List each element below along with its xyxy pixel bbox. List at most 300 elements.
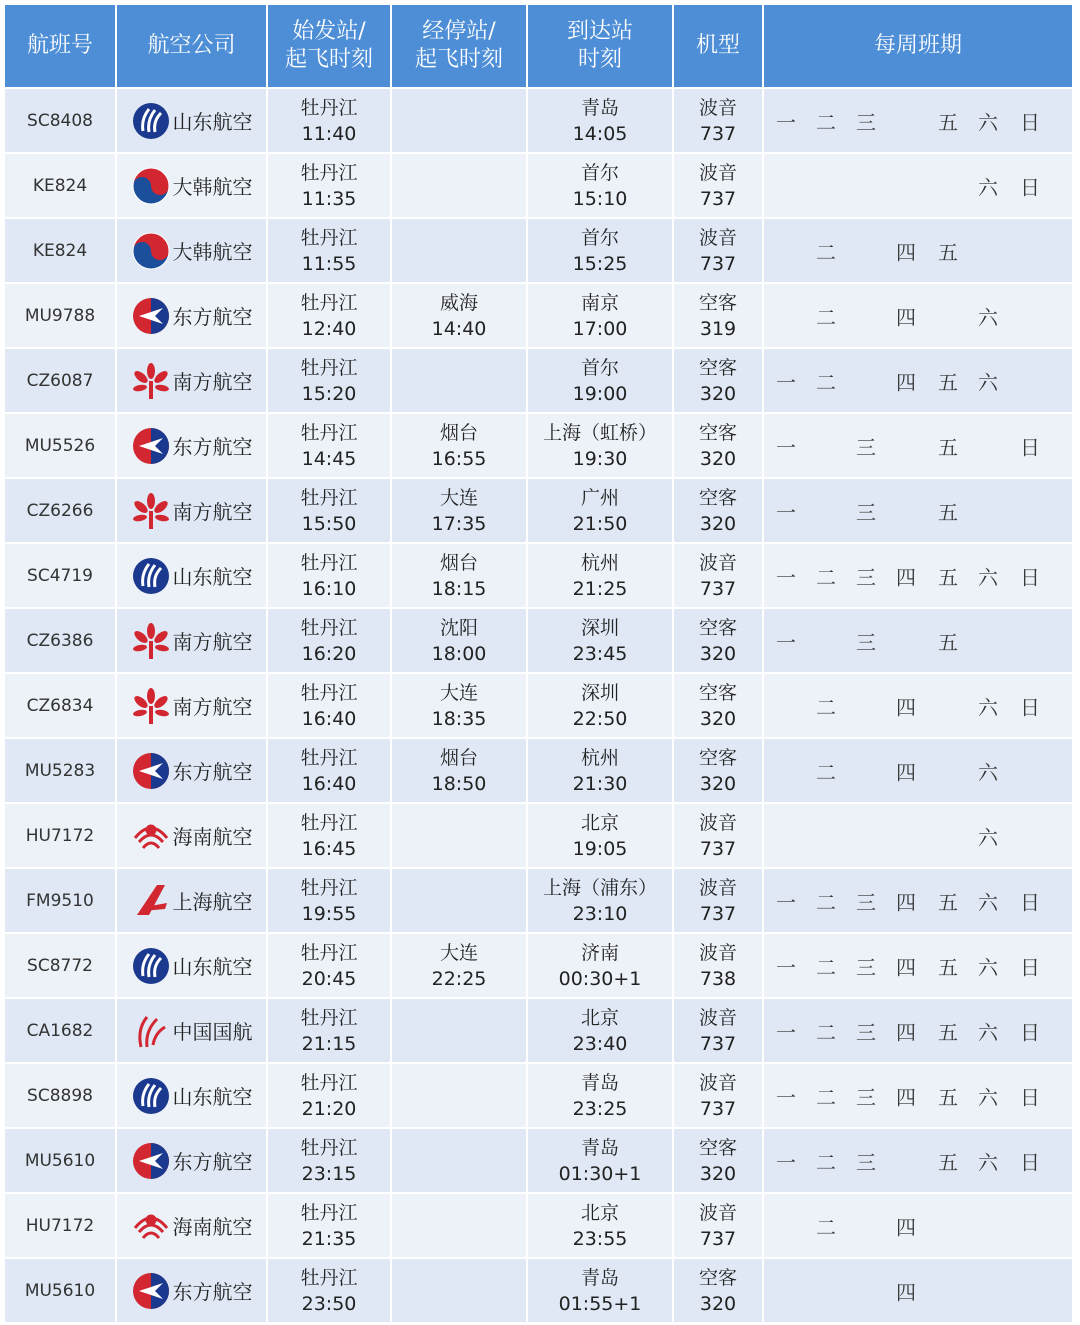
flight-number: SC8408 xyxy=(5,88,116,153)
aircraft-cell xyxy=(673,933,763,998)
table-row xyxy=(5,998,1073,1063)
airline-cell xyxy=(116,478,267,543)
arrival-cell xyxy=(527,803,673,868)
airline-cell xyxy=(116,608,267,673)
table-row xyxy=(5,1193,1073,1258)
airline-name: 东方航空 xyxy=(172,1150,253,1174)
day-mark: 六 xyxy=(978,565,998,589)
arrival-cell xyxy=(527,608,673,673)
airline-cell xyxy=(116,673,267,738)
departure-time: 16:20 xyxy=(301,642,357,665)
via-cell xyxy=(391,1063,527,1128)
weekly-days xyxy=(764,414,1072,477)
aircraft-model: 737 xyxy=(699,187,737,210)
flight-schedule-table xyxy=(5,5,1074,1324)
origin-station: 牡丹江 xyxy=(300,226,358,249)
aircraft-maker: 波音 xyxy=(698,226,737,249)
arrival-station: 北京 xyxy=(580,1201,619,1224)
aircraft-maker: 波音 xyxy=(698,811,737,834)
schedule-cell xyxy=(763,1258,1073,1323)
airline-name: 东方航空 xyxy=(172,1280,253,1304)
via-cell xyxy=(391,803,527,868)
arrival-station: 深圳 xyxy=(580,681,619,704)
arrival-cell xyxy=(527,1258,673,1323)
flight-number: SC4719 xyxy=(5,543,116,608)
china-eastern-logo xyxy=(131,296,171,336)
origin-cell xyxy=(267,348,391,413)
via-cell xyxy=(391,1193,527,1258)
arrival-time: 21:50 xyxy=(572,512,628,535)
arrival-time: 19:30 xyxy=(572,447,628,470)
day-mark: 四 xyxy=(896,955,916,979)
table-row xyxy=(5,1258,1073,1323)
schedule-cell xyxy=(763,218,1073,283)
weekly-days xyxy=(764,934,1072,997)
flight-number: HU7172 xyxy=(5,1193,116,1258)
day-mark: 一 xyxy=(776,110,796,134)
day-mark: 二 xyxy=(816,760,836,784)
day-mark: 一 xyxy=(776,1020,796,1044)
aircraft-maker: 波音 xyxy=(698,1071,737,1094)
day-mark: 五 xyxy=(938,370,958,394)
day-mark: 四 xyxy=(896,890,916,914)
day-mark: 六 xyxy=(978,760,998,784)
arrival-time: 17:00 xyxy=(572,317,628,340)
day-mark: 三 xyxy=(856,500,876,524)
table-row xyxy=(5,283,1073,348)
arrival-cell xyxy=(527,218,673,283)
origin-station: 牡丹江 xyxy=(300,1266,358,1289)
day-mark: 五 xyxy=(938,1150,958,1174)
flight-number: FM9510 xyxy=(5,868,116,933)
departure-time: 16:45 xyxy=(301,837,357,860)
departure-time: 16:40 xyxy=(301,772,357,795)
day-mark: 三 xyxy=(856,890,876,914)
day-mark: 五 xyxy=(938,1085,958,1109)
departure-time: 11:55 xyxy=(301,252,357,275)
flight-number: MU5526 xyxy=(5,413,116,478)
departure-time: 23:15 xyxy=(301,1162,357,1185)
arrival-station: 广州 xyxy=(580,486,619,509)
airline-name: 东方航空 xyxy=(172,760,253,784)
day-mark: 一 xyxy=(776,370,796,394)
flight-number: CZ6834 xyxy=(5,673,116,738)
day-mark: 三 xyxy=(856,630,876,654)
table-row xyxy=(5,673,1073,738)
arrival-station: 青岛 xyxy=(580,96,619,119)
origin-cell xyxy=(267,283,391,348)
departure-time: 14:45 xyxy=(301,447,357,470)
airline-cell xyxy=(116,348,267,413)
origin-cell xyxy=(267,218,391,283)
arrival-time: 01:30+1 xyxy=(558,1162,642,1185)
china-eastern-logo xyxy=(131,426,171,466)
day-mark: 六 xyxy=(978,110,998,134)
origin-cell xyxy=(267,1063,391,1128)
arrival-cell xyxy=(527,478,673,543)
table-row xyxy=(5,1063,1073,1128)
flight-number: SC8772 xyxy=(5,933,116,998)
day-mark: 六 xyxy=(978,1020,998,1044)
weekly-days xyxy=(764,869,1072,932)
flight-rows xyxy=(5,88,1073,1323)
via-cell xyxy=(391,1258,527,1323)
weekly-days xyxy=(764,1064,1072,1127)
arrival-time: 19:05 xyxy=(572,837,628,860)
day-mark: 四 xyxy=(896,565,916,589)
korean-air-logo xyxy=(131,166,171,206)
table-row xyxy=(5,218,1073,283)
origin-station: 牡丹江 xyxy=(300,291,358,314)
header-origin-line1: 始发站/ xyxy=(292,19,366,44)
arrival-station: 杭州 xyxy=(580,551,619,574)
day-mark: 四 xyxy=(896,1085,916,1109)
airline-name: 南方航空 xyxy=(172,500,253,524)
aircraft-model: 320 xyxy=(699,447,737,470)
arrival-time: 22:50 xyxy=(572,707,628,730)
header-schedule: 每周班期 xyxy=(763,5,1073,88)
day-mark: 四 xyxy=(896,1280,916,1304)
day-mark: 六 xyxy=(978,1150,998,1174)
via-station: 沈阳 xyxy=(439,616,478,639)
day-mark: 一 xyxy=(776,630,796,654)
origin-cell xyxy=(267,413,391,478)
arrival-station: 首尔 xyxy=(580,226,619,249)
aircraft-cell xyxy=(673,218,763,283)
shandong-logo xyxy=(131,1076,171,1116)
aircraft-maker: 波音 xyxy=(698,96,737,119)
day-mark: 四 xyxy=(896,370,916,394)
arrival-station: 青岛 xyxy=(580,1136,619,1159)
day-mark: 六 xyxy=(978,695,998,719)
departure-time: 21:20 xyxy=(301,1097,357,1120)
via-cell xyxy=(391,413,527,478)
day-mark: 五 xyxy=(938,955,958,979)
arrival-station: 青岛 xyxy=(580,1266,619,1289)
day-mark: 一 xyxy=(776,890,796,914)
schedule-cell xyxy=(763,933,1073,998)
aircraft-cell xyxy=(673,998,763,1063)
airline-cell xyxy=(116,998,267,1063)
aircraft-model: 319 xyxy=(699,317,737,340)
via-station: 大连 xyxy=(439,681,478,704)
china-eastern-logo xyxy=(131,751,171,791)
korean-air-logo xyxy=(131,231,171,271)
day-mark: 二 xyxy=(816,1085,836,1109)
aircraft-model: 737 xyxy=(699,252,737,275)
arrival-station: 青岛 xyxy=(580,1071,619,1094)
day-mark: 日 xyxy=(1020,695,1040,719)
airline-name: 山东航空 xyxy=(172,1085,253,1109)
departure-time: 21:15 xyxy=(301,1032,357,1055)
header-flight: 航班号 xyxy=(5,5,116,88)
schedule-cell xyxy=(763,543,1073,608)
day-mark: 四 xyxy=(896,760,916,784)
schedule-cell xyxy=(763,283,1073,348)
schedule-cell xyxy=(763,348,1073,413)
day-mark: 四 xyxy=(896,1215,916,1239)
day-mark: 日 xyxy=(1020,1085,1040,1109)
schedule-cell xyxy=(763,413,1073,478)
flight-number: MU5610 xyxy=(5,1258,116,1323)
arrival-station: 南京 xyxy=(580,291,619,314)
day-mark: 日 xyxy=(1020,1150,1040,1174)
via-cell xyxy=(391,933,527,998)
airline-name: 上海航空 xyxy=(172,890,253,914)
flight-number: HU7172 xyxy=(5,803,116,868)
aircraft-cell xyxy=(673,543,763,608)
arrival-time: 23:25 xyxy=(572,1097,628,1120)
flight-number: SC8898 xyxy=(5,1063,116,1128)
arrival-cell xyxy=(527,1128,673,1193)
day-mark: 五 xyxy=(938,110,958,134)
via-station: 大连 xyxy=(439,486,478,509)
schedule-cell xyxy=(763,1128,1073,1193)
arrival-time: 23:40 xyxy=(572,1032,628,1055)
schedule-cell xyxy=(763,478,1073,543)
weekly-days xyxy=(764,89,1072,152)
airline-cell xyxy=(116,1258,267,1323)
flight-number: CZ6087 xyxy=(5,348,116,413)
aircraft-cell xyxy=(673,283,763,348)
table-row xyxy=(5,803,1073,868)
day-mark: 四 xyxy=(896,695,916,719)
aircraft-model: 738 xyxy=(699,967,737,990)
aircraft-model: 737 xyxy=(699,122,737,145)
arrival-time: 21:30 xyxy=(572,772,628,795)
airline-cell xyxy=(116,1128,267,1193)
via-departure-time: 22:25 xyxy=(431,967,487,990)
day-mark: 六 xyxy=(978,825,998,849)
origin-station: 牡丹江 xyxy=(300,941,358,964)
origin-cell xyxy=(267,1258,391,1323)
aircraft-model: 737 xyxy=(699,577,737,600)
arrival-cell xyxy=(527,543,673,608)
arrival-cell xyxy=(527,673,673,738)
aircraft-cell xyxy=(673,348,763,413)
arrival-cell xyxy=(527,153,673,218)
airline-cell xyxy=(116,803,267,868)
via-departure-time: 18:35 xyxy=(431,707,487,730)
via-station: 烟台 xyxy=(439,551,478,574)
flight-number: CZ6266 xyxy=(5,478,116,543)
airline-cell xyxy=(116,543,267,608)
day-mark: 四 xyxy=(896,305,916,329)
origin-station: 牡丹江 xyxy=(300,1201,358,1224)
weekly-days xyxy=(764,284,1072,347)
airline-name: 山东航空 xyxy=(172,955,253,979)
arrival-station: 首尔 xyxy=(580,161,619,184)
table-row xyxy=(5,608,1073,673)
origin-station: 牡丹江 xyxy=(300,486,358,509)
table-row xyxy=(5,88,1073,153)
header-origin xyxy=(267,5,391,88)
aircraft-model: 320 xyxy=(699,382,737,405)
aircraft-model: 737 xyxy=(699,1227,737,1250)
via-cell xyxy=(391,478,527,543)
origin-station: 牡丹江 xyxy=(300,356,358,379)
aircraft-maker: 空客 xyxy=(698,1136,737,1159)
via-cell xyxy=(391,868,527,933)
aircraft-maker: 空客 xyxy=(698,291,737,314)
arrival-cell xyxy=(527,348,673,413)
departure-time: 19:55 xyxy=(301,902,357,925)
header-origin-line2: 起飞时刻 xyxy=(284,47,373,72)
airline-name: 大韩航空 xyxy=(172,175,253,199)
aircraft-maker: 波音 xyxy=(698,876,737,899)
via-departure-time: 18:00 xyxy=(431,642,487,665)
arrival-cell xyxy=(527,283,673,348)
arrival-cell xyxy=(527,88,673,153)
day-mark: 三 xyxy=(856,435,876,459)
via-cell xyxy=(391,218,527,283)
aircraft-maker: 空客 xyxy=(698,356,737,379)
airline-cell xyxy=(116,1193,267,1258)
arrival-time: 21:25 xyxy=(572,577,628,600)
weekly-days xyxy=(764,1129,1072,1192)
weekly-days xyxy=(764,349,1072,412)
via-station: 威海 xyxy=(439,291,478,314)
aircraft-cell xyxy=(673,673,763,738)
airline-cell xyxy=(116,153,267,218)
day-mark: 三 xyxy=(856,565,876,589)
shandong-logo xyxy=(131,946,171,986)
departure-time: 20:45 xyxy=(301,967,357,990)
airline-cell xyxy=(116,283,267,348)
day-mark: 二 xyxy=(816,565,836,589)
aircraft-maker: 波音 xyxy=(698,1006,737,1029)
table-row xyxy=(5,868,1073,933)
schedule-cell xyxy=(763,1063,1073,1128)
aircraft-maker: 空客 xyxy=(698,746,737,769)
aircraft-model: 320 xyxy=(699,707,737,730)
via-station: 烟台 xyxy=(439,421,478,444)
flight-number: KE824 xyxy=(5,218,116,283)
departure-time: 12:40 xyxy=(301,317,357,340)
day-mark: 二 xyxy=(816,955,836,979)
aircraft-cell xyxy=(673,1063,763,1128)
china-southern-logo xyxy=(131,621,171,661)
departure-time: 15:50 xyxy=(301,512,357,535)
china-eastern-logo xyxy=(131,1141,171,1181)
aircraft-cell xyxy=(673,868,763,933)
schedule-cell xyxy=(763,1193,1073,1258)
shanghai-logo xyxy=(131,881,171,921)
via-departure-time: 16:55 xyxy=(431,447,487,470)
airline-cell xyxy=(116,88,267,153)
arrival-time: 23:45 xyxy=(572,642,628,665)
day-mark: 二 xyxy=(816,370,836,394)
day-mark: 日 xyxy=(1020,955,1040,979)
arrival-time: 19:00 xyxy=(572,382,628,405)
aircraft-model: 737 xyxy=(699,902,737,925)
header-arrival-line1: 到达站 xyxy=(566,19,633,44)
origin-cell xyxy=(267,608,391,673)
header-row xyxy=(5,5,1073,88)
origin-cell xyxy=(267,868,391,933)
day-mark: 一 xyxy=(776,565,796,589)
day-mark: 五 xyxy=(938,565,958,589)
aircraft-maker: 波音 xyxy=(698,161,737,184)
departure-time: 11:35 xyxy=(301,187,357,210)
day-mark: 五 xyxy=(938,1020,958,1044)
airline-cell xyxy=(116,218,267,283)
day-mark: 日 xyxy=(1020,1020,1040,1044)
origin-cell xyxy=(267,1128,391,1193)
via-cell xyxy=(391,88,527,153)
flight-number: CA1682 xyxy=(5,998,116,1063)
header-arrival xyxy=(527,5,673,88)
hainan-logo xyxy=(131,1206,171,1246)
origin-cell xyxy=(267,738,391,803)
origin-station: 牡丹江 xyxy=(300,421,358,444)
origin-station: 牡丹江 xyxy=(300,746,358,769)
aircraft-maker: 空客 xyxy=(698,486,737,509)
via-cell xyxy=(391,543,527,608)
origin-station: 牡丹江 xyxy=(300,551,358,574)
weekly-days xyxy=(764,219,1072,282)
day-mark: 二 xyxy=(816,1150,836,1174)
arrival-cell xyxy=(527,738,673,803)
arrival-cell xyxy=(527,1063,673,1128)
aircraft-cell xyxy=(673,1258,763,1323)
arrival-station: 杭州 xyxy=(580,746,619,769)
aircraft-cell xyxy=(673,153,763,218)
aircraft-model: 737 xyxy=(699,837,737,860)
day-mark: 四 xyxy=(896,240,916,264)
table-row xyxy=(5,1128,1073,1193)
day-mark: 五 xyxy=(938,630,958,654)
aircraft-cell xyxy=(673,803,763,868)
table-row xyxy=(5,413,1073,478)
via-cell xyxy=(391,673,527,738)
day-mark: 日 xyxy=(1020,890,1040,914)
weekly-days xyxy=(764,544,1072,607)
origin-cell xyxy=(267,478,391,543)
origin-station: 牡丹江 xyxy=(300,96,358,119)
day-mark: 二 xyxy=(816,695,836,719)
table-row xyxy=(5,933,1073,998)
arrival-time: 01:55+1 xyxy=(558,1292,642,1315)
schedule-cell xyxy=(763,608,1073,673)
aircraft-model: 737 xyxy=(699,1032,737,1055)
schedule-cell xyxy=(763,803,1073,868)
airline-cell xyxy=(116,738,267,803)
day-mark: 日 xyxy=(1020,110,1040,134)
day-mark: 日 xyxy=(1020,175,1040,199)
arrival-station: 上海（虹桥） xyxy=(542,421,657,444)
arrival-time: 15:10 xyxy=(572,187,628,210)
arrival-station: 北京 xyxy=(580,811,619,834)
weekly-days xyxy=(764,609,1072,672)
airline-name: 海南航空 xyxy=(172,1215,253,1239)
weekly-days xyxy=(764,154,1072,217)
origin-station: 牡丹江 xyxy=(300,811,358,834)
arrival-cell xyxy=(527,413,673,478)
aircraft-model: 320 xyxy=(699,772,737,795)
aircraft-maker: 波音 xyxy=(698,551,737,574)
flight-number: MU9788 xyxy=(5,283,116,348)
aircraft-model: 320 xyxy=(699,1162,737,1185)
schedule-cell xyxy=(763,738,1073,803)
day-mark: 五 xyxy=(938,435,958,459)
day-mark: 三 xyxy=(856,1085,876,1109)
flight-number: MU5283 xyxy=(5,738,116,803)
via-departure-time: 18:50 xyxy=(431,772,487,795)
day-mark: 六 xyxy=(978,175,998,199)
header-via-line2: 起飞时刻 xyxy=(414,47,503,72)
day-mark: 二 xyxy=(816,240,836,264)
